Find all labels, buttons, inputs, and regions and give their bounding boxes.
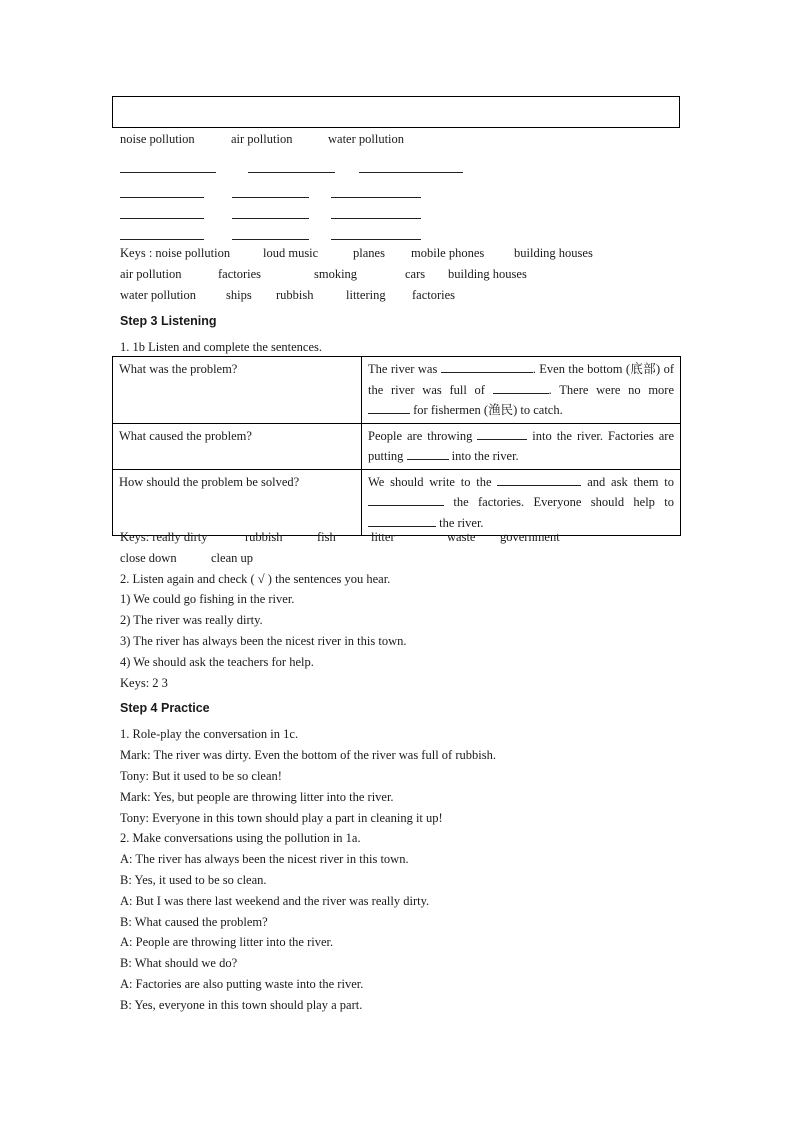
key-item: rubbish (245, 530, 283, 544)
keys-noise-label: Keys : noise pollution (120, 246, 231, 260)
answer-blank[interactable] (368, 401, 410, 414)
keys-1b-label: Keys: really dirty (120, 530, 208, 544)
step3-instruction-2: 2. Listen again and check ( √ ) the sentences you hear. (120, 572, 391, 586)
answer-blank[interactable] (497, 473, 581, 486)
key-item: factories (218, 267, 262, 281)
practice-line: A: People are throwing litter into the river. (120, 935, 334, 949)
practice-line: A: But I was there last weekend and the river was really dirty. (120, 894, 430, 908)
answer-blank[interactable] (120, 197, 204, 198)
header-noise-pollution: noise pollution (120, 132, 195, 146)
table-row (113, 469, 681, 536)
sentence-item[interactable]: 1) We could go fishing in the river. (120, 592, 295, 606)
table-row (113, 423, 681, 469)
answer-blank[interactable] (407, 447, 449, 460)
header-air-pollution: air pollution (231, 132, 293, 146)
answer-cell: The river was . Even the bottom (底部) of the river was full of . There were no more for fishermen (渔民) to catch. (362, 357, 681, 424)
answer-blank[interactable] (232, 218, 309, 219)
answer-blank[interactable] (120, 172, 216, 173)
sentence-item[interactable]: 2) The river was really dirty. (120, 613, 263, 627)
key-item: waste (447, 530, 476, 544)
answer-blank[interactable] (441, 360, 533, 373)
listening-table (112, 356, 681, 536)
answer-blank[interactable] (248, 172, 335, 173)
sentence-item[interactable]: 4) We should ask the teachers for help. (120, 655, 314, 669)
practice-line: Tony: But it used to be so clean! (120, 769, 282, 783)
keys-2: Keys: 2 3 (120, 676, 168, 690)
key-item: cars (405, 267, 426, 281)
practice-line: A: Factories are also putting waste into the river. (120, 977, 364, 991)
question-cell: What caused the problem? (113, 423, 362, 469)
practice-line: B: What should we do? (120, 956, 238, 970)
key-item: fish (317, 530, 336, 544)
step4-title: Step 4 Practice (120, 701, 210, 715)
answer-blank[interactable] (331, 197, 421, 198)
key-item: close down (120, 551, 177, 565)
answer-blank[interactable] (120, 218, 204, 219)
answer-blank[interactable] (368, 514, 436, 527)
key-item: government (500, 530, 560, 544)
step3-instruction: 1. 1b Listen and complete the sentences. (120, 340, 323, 354)
practice-line: B: Yes, everyone in this town should play a part. (120, 998, 363, 1012)
key-item: factories (412, 288, 456, 302)
answer-blank[interactable] (359, 172, 463, 173)
key-item: clean up (211, 551, 253, 565)
practice-line: 1. Role-play the conversation in 1c. (120, 727, 299, 741)
practice-line: 2. Make conversations using the pollution in 1a. (120, 831, 361, 845)
table-row (113, 357, 681, 424)
keys-air-label: air pollution (120, 267, 182, 281)
answer-blank[interactable] (232, 239, 309, 240)
key-item: building houses (448, 267, 527, 281)
practice-line: B: Yes, it used to be so clean. (120, 873, 267, 887)
answer-blank[interactable] (493, 381, 549, 394)
answer-blank[interactable] (232, 197, 309, 198)
key-item: planes (353, 246, 385, 260)
word-box (112, 96, 680, 128)
answer-cell: We should write to the and ask them to the factories. Everyone should help to the river. (362, 469, 681, 536)
answer-blank[interactable] (331, 218, 421, 219)
practice-line: Mark: The river was dirty. Even the bottom of the river was full of rubbish. (120, 748, 496, 762)
key-item: smoking (314, 267, 358, 281)
key-item: mobile phones (411, 246, 485, 260)
practice-line: A: The river has always been the nicest river in this town. (120, 852, 409, 866)
sentence-item[interactable]: 3) The river has always been the nicest river in this town. (120, 634, 407, 648)
question-cell: How should the problem be solved? (113, 469, 362, 536)
key-item: litter (371, 530, 395, 544)
practice-line: Tony: Everyone in this town should play a part in cleaning it up! (120, 811, 443, 825)
key-item: building houses (514, 246, 593, 260)
practice-line: Mark: Yes, but people are throwing litter into the river. (120, 790, 394, 804)
keys-water-label: water pollution (120, 288, 197, 302)
key-item: littering (346, 288, 386, 302)
key-item: rubbish (276, 288, 314, 302)
answer-blank[interactable] (120, 239, 204, 240)
practice-line: B: What caused the problem? (120, 915, 268, 929)
step3-title: Step 3 Listening (120, 314, 217, 328)
answer-blank[interactable] (368, 493, 444, 506)
question-cell: What was the problem? (113, 357, 362, 424)
header-water-pollution: water pollution (328, 132, 405, 146)
key-item: loud music (263, 246, 319, 260)
answer-cell: People are throwing into the river. Factories are putting into the river. (362, 423, 681, 469)
answer-blank[interactable] (477, 427, 527, 440)
key-item: ships (226, 288, 252, 302)
answer-blank[interactable] (331, 239, 421, 240)
